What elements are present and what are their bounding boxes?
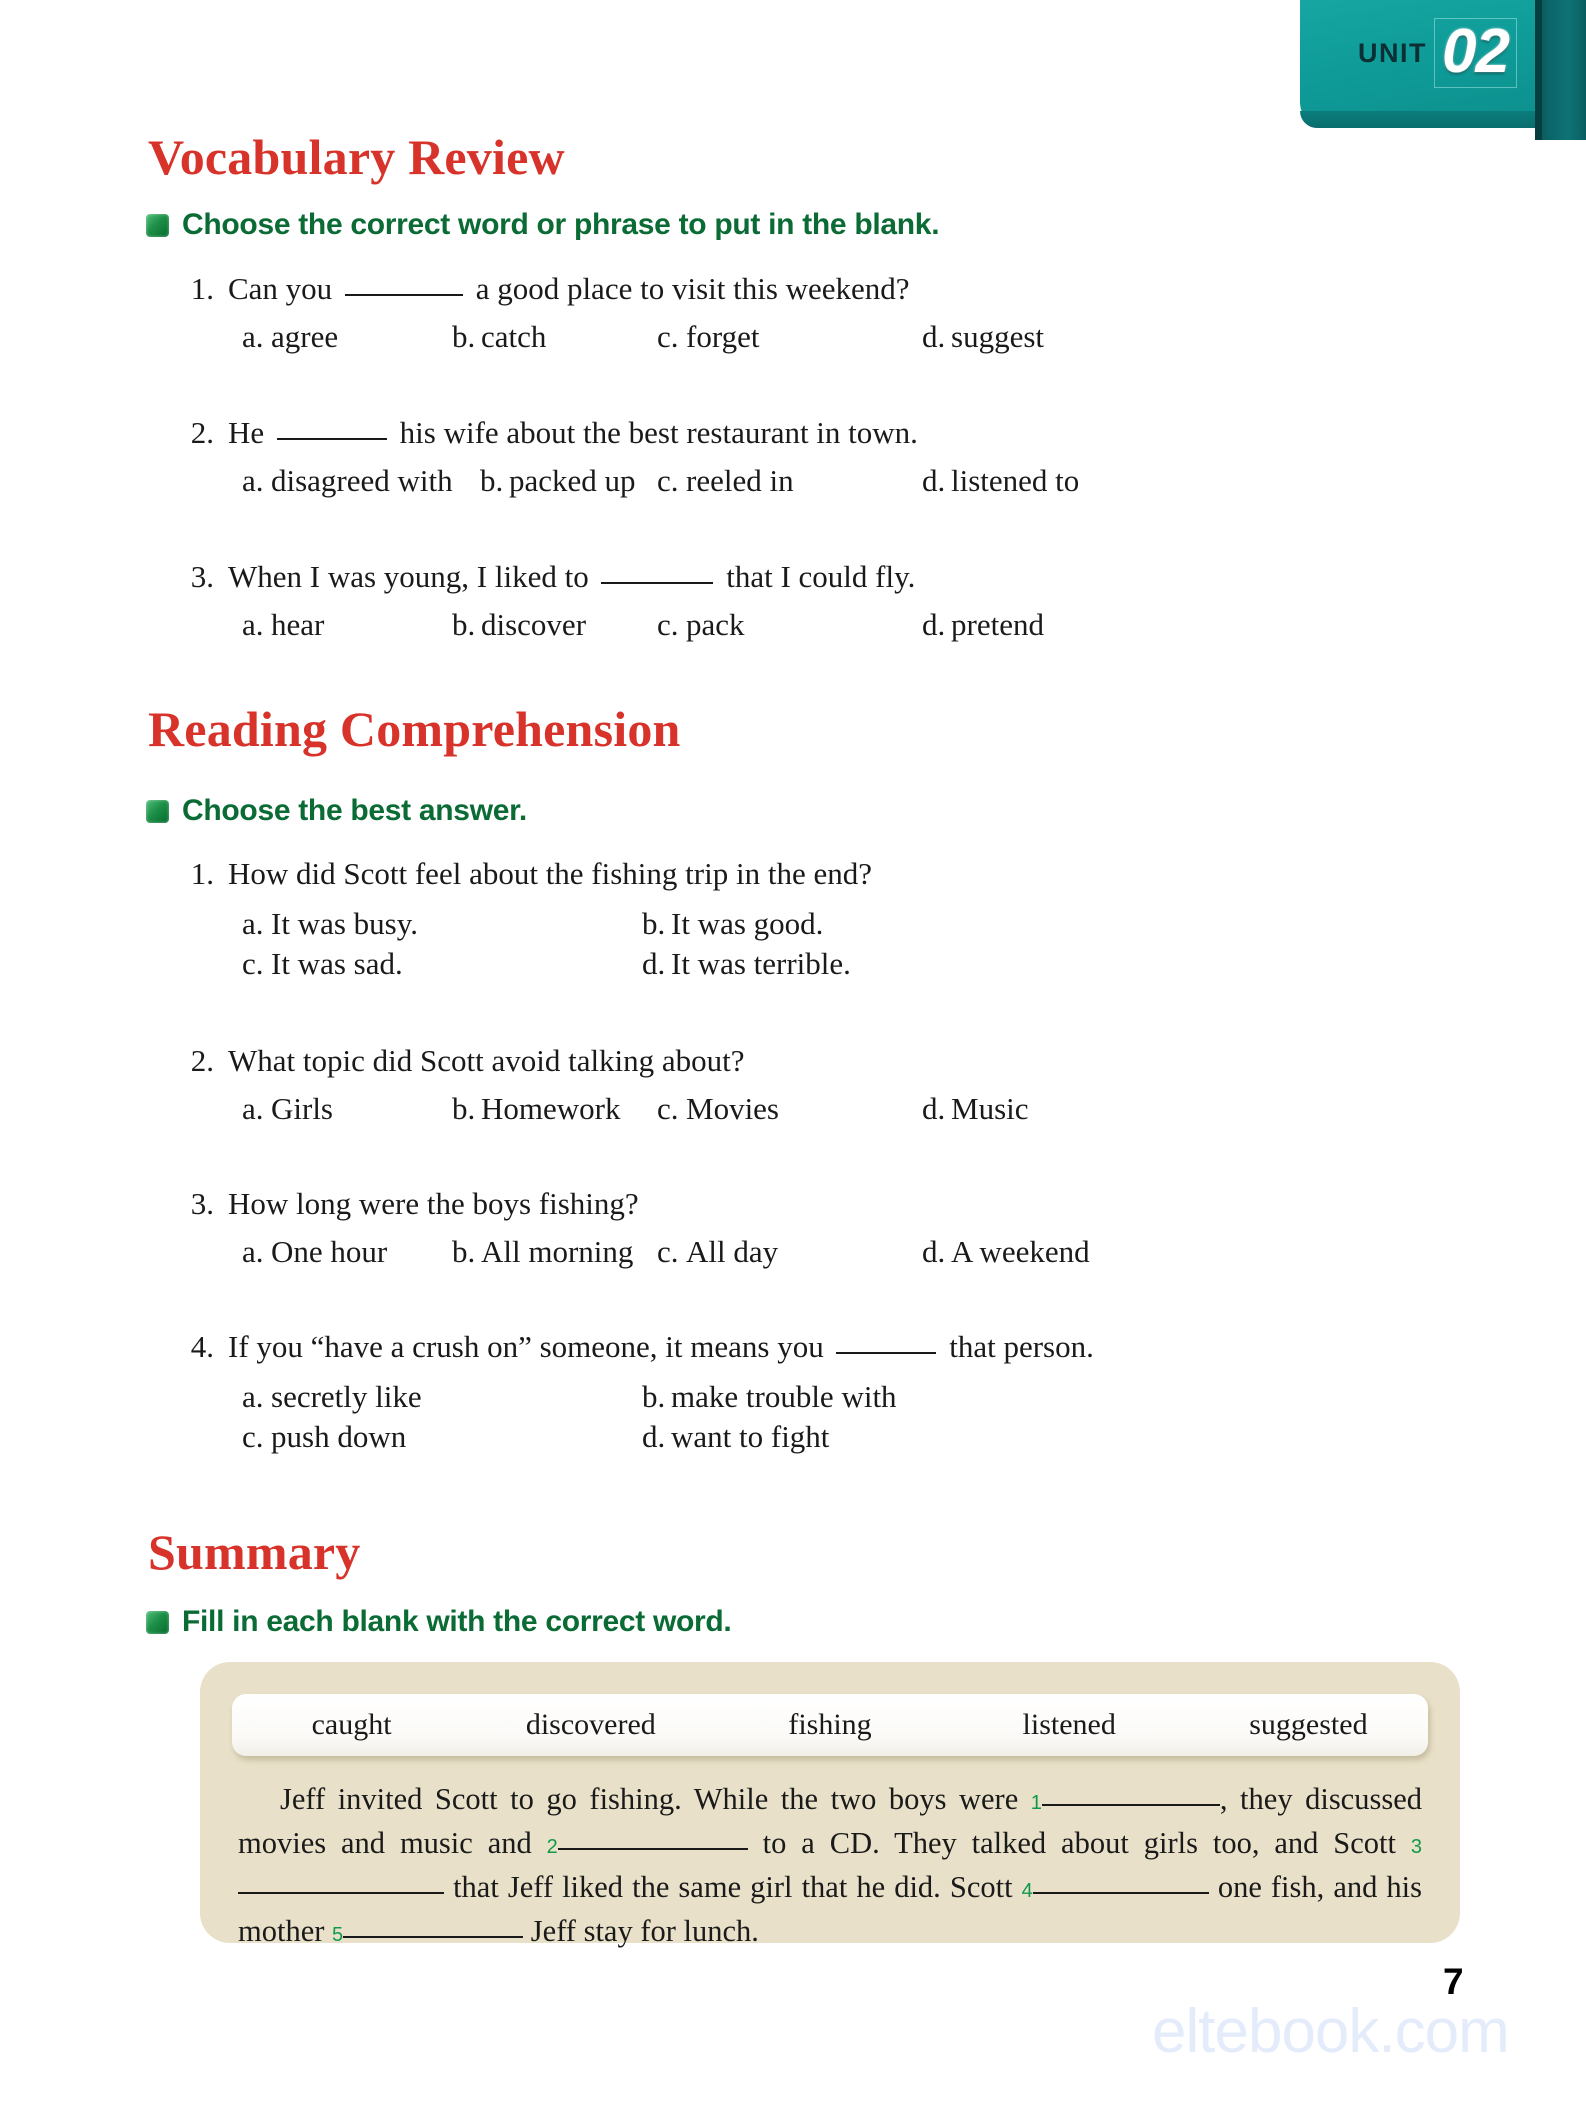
option-d-letter: d. <box>922 1091 946 1127</box>
option-c-text: push down <box>271 1418 407 1454</box>
word-bank-item-4[interactable]: listened <box>1022 1708 1116 1741</box>
option-c-letter: c. <box>657 1091 679 1127</box>
vocab-question-2-stem <box>186 414 1426 451</box>
watermark: eltebook.com <box>1152 1997 1509 2066</box>
option-b-text: packed up <box>509 463 636 499</box>
paragraph-text-2: , they discussed movies and music and <box>238 1782 1422 1860</box>
blank-number-3: 3 <box>1410 1835 1423 1858</box>
option-c-text: Movies <box>686 1091 779 1127</box>
summary-section-title: Summary <box>148 1524 361 1580</box>
option-c-letter: c. <box>242 1418 264 1454</box>
stem-after: a good place to visit this weekend? <box>475 271 910 306</box>
option-b-letter: b. <box>642 906 666 942</box>
option-d[interactable] <box>642 1417 829 1457</box>
option-d-text: listened to <box>951 463 1080 499</box>
vocab-question-1-stem <box>186 270 1426 307</box>
reading-question-1 <box>186 855 1426 984</box>
option-a[interactable] <box>242 319 452 355</box>
vocab-question-1-options <box>186 319 1426 355</box>
reading-question-4-number: 4. <box>190 1329 214 1364</box>
summary-paragraph <box>238 1778 1422 1954</box>
reading-question-3-stem <box>186 1185 1426 1222</box>
summary-panel <box>200 1662 1460 1948</box>
blank-number-5: 5 <box>332 1923 344 1946</box>
option-c-text: forget <box>686 319 760 355</box>
reading-instruction-row <box>146 794 527 828</box>
summary-blank-1[interactable] <box>1042 1804 1220 1806</box>
option-b[interactable] <box>452 607 657 643</box>
summary-blank-3[interactable] <box>238 1892 444 1894</box>
answer-blank[interactable] <box>277 438 387 440</box>
option-a-text: It was busy. <box>271 906 418 942</box>
unit-tab <box>1300 0 1535 128</box>
option-c[interactable] <box>657 1091 922 1127</box>
option-c-letter: c. <box>657 319 679 355</box>
word-bank-item-3[interactable]: fishing <box>788 1708 872 1741</box>
option-b[interactable] <box>642 1377 897 1417</box>
green-square-bullet-icon <box>146 1611 169 1634</box>
option-a-text: disagreed with <box>271 463 453 499</box>
option-b-letter: b. <box>452 319 476 355</box>
reading-question-2-number: 2. <box>190 1043 214 1078</box>
answer-blank[interactable] <box>601 582 713 584</box>
reading-instruction-text: Choose the best answer. <box>182 794 527 827</box>
option-b[interactable] <box>642 904 823 944</box>
unit-label: UNIT <box>1358 37 1428 68</box>
reading-question-2 <box>186 1042 1426 1127</box>
option-a-letter: a. <box>242 319 264 355</box>
paragraph-text-6: Jeff stay for lunch. <box>530 1913 759 1948</box>
stem-before: If you “have a crush on” someone, it means you <box>228 1329 824 1364</box>
option-d-text: want to fight <box>671 1418 830 1454</box>
stem-before: When I was young, I liked to <box>228 559 589 594</box>
option-b-letter: b. <box>642 1379 666 1415</box>
option-a[interactable] <box>242 1377 642 1417</box>
option-b-text: discover <box>481 607 587 643</box>
vocab-question-3-stem <box>186 558 1426 595</box>
option-c-letter: c. <box>657 1234 679 1270</box>
option-a-letter: a. <box>242 607 264 643</box>
option-d[interactable] <box>642 944 851 984</box>
answer-blank[interactable] <box>836 1352 936 1354</box>
option-c-text: It was sad. <box>271 945 403 981</box>
option-d[interactable] <box>922 1234 1090 1270</box>
option-a[interactable] <box>242 1234 452 1270</box>
option-c[interactable] <box>657 607 922 643</box>
reading-question-4-stem <box>186 1328 1426 1365</box>
page-edge-strip <box>1542 0 1586 140</box>
option-d[interactable] <box>922 463 1079 499</box>
option-row-1 <box>242 1377 1426 1417</box>
option-b-text: Homework <box>481 1091 621 1127</box>
green-square-bullet-icon <box>146 800 169 823</box>
option-a-text: Girls <box>271 1091 333 1127</box>
answer-blank[interactable] <box>345 294 463 296</box>
vocab-question-2-number: 2. <box>190 415 214 450</box>
option-a[interactable] <box>242 1091 452 1127</box>
option-d-letter: d. <box>922 607 946 643</box>
option-c-text: pack <box>686 607 745 643</box>
word-bank-item-2[interactable]: discovered <box>525 1708 656 1741</box>
reading-question-4-text <box>228 1328 1094 1365</box>
option-c-letter: c. <box>242 945 264 981</box>
page-number: 7 <box>1443 1961 1464 2002</box>
option-row-2 <box>242 944 1426 984</box>
option-c-letter: c. <box>657 463 679 499</box>
option-d-text: suggest <box>951 319 1044 355</box>
reading-question-4 <box>186 1328 1426 1457</box>
option-a-letter: a. <box>242 1379 264 1415</box>
summary-instruction-text: Fill in each blank with the correct word. <box>182 1605 732 1638</box>
option-b-letter: b. <box>452 607 476 643</box>
option-a-letter: a. <box>242 463 264 499</box>
reading-question-3-options <box>186 1234 1426 1270</box>
option-b-text: It was good. <box>671 906 824 942</box>
option-d-letter: d. <box>922 1234 946 1270</box>
option-d-letter: d. <box>642 1418 666 1454</box>
option-a[interactable] <box>242 904 642 944</box>
paragraph-text-3: to a CD. They talked about girls too, and Scott <box>762 1825 1396 1860</box>
option-b[interactable] <box>452 1234 657 1270</box>
unit-number: 02 <box>1442 17 1509 86</box>
option-b-text: All morning <box>481 1234 634 1270</box>
paragraph-text-5: one fish, and his mother <box>238 1869 1423 1948</box>
reading-question-3-number: 3. <box>190 1186 214 1221</box>
option-d[interactable] <box>922 607 1044 643</box>
summary-blank-4[interactable] <box>1033 1892 1209 1894</box>
option-row-1 <box>242 904 1426 944</box>
vocab-question-3-number: 3. <box>190 559 214 594</box>
option-d-text: It was terrible. <box>671 945 851 981</box>
reading-question-1-number: 1. <box>190 856 214 891</box>
option-a-text: hear <box>271 607 325 643</box>
stem-after: that person. <box>949 1329 1094 1364</box>
reading-question-1-stem <box>186 855 1426 892</box>
paragraph-text-4: that Jeff liked the same girl that he did. Scott <box>453 1869 1013 1904</box>
option-d[interactable] <box>922 1091 1029 1127</box>
stem-before: Can you <box>228 271 333 306</box>
option-c[interactable] <box>657 463 922 499</box>
vocab-question-3 <box>186 558 1426 643</box>
option-d-letter: d. <box>922 463 946 499</box>
reading-section-title: Reading Comprehension <box>148 701 681 757</box>
option-c[interactable] <box>242 944 642 984</box>
summary-blank-2[interactable] <box>558 1848 748 1850</box>
reading-question-3-text: How long were the boys fishing? <box>228 1186 639 1221</box>
summary-instruction-row <box>146 1605 731 1639</box>
reading-question-4-options <box>186 1377 1426 1456</box>
option-d-text: pretend <box>951 607 1044 643</box>
vocab-question-2-options <box>186 463 1426 499</box>
option-a-letter: a. <box>242 1234 264 1270</box>
option-b-letter: b. <box>452 1234 476 1270</box>
option-d-text: A weekend <box>951 1234 1090 1270</box>
vocab-question-2-text <box>228 414 918 451</box>
option-d-letter: d. <box>922 319 946 355</box>
word-bank <box>232 1694 1428 1756</box>
vocab-question-3-options <box>186 607 1426 643</box>
word-bank-item-5[interactable]: suggested <box>1249 1708 1368 1741</box>
option-row-2 <box>242 1417 1426 1457</box>
vocab-question-2 <box>186 414 1426 499</box>
vocab-question-1 <box>186 270 1426 355</box>
vocab-question-1-number: 1. <box>190 271 214 306</box>
stem-before: He <box>228 415 265 450</box>
option-d[interactable] <box>922 319 1044 355</box>
option-a-letter: a. <box>242 906 264 942</box>
blank-number-4: 4 <box>1021 1879 1033 1902</box>
option-b-text: catch <box>481 319 547 355</box>
option-c[interactable] <box>657 319 922 355</box>
reading-question-2-text: What topic did Scott avoid talking about? <box>228 1043 745 1078</box>
option-c-text: reeled in <box>686 463 794 499</box>
option-b-text: make trouble with <box>671 1379 897 1415</box>
stem-after: that I could fly. <box>726 559 916 594</box>
blank-number-1: 1 <box>1030 1792 1042 1814</box>
option-c-letter: c. <box>657 607 679 643</box>
reading-question-2-stem <box>186 1042 1426 1079</box>
option-a[interactable] <box>242 607 452 643</box>
option-a-text: agree <box>271 319 339 355</box>
option-c-text: All day <box>686 1234 779 1270</box>
vocabulary-instruction-row <box>146 208 939 242</box>
vocab-question-1-text <box>228 270 910 307</box>
green-square-bullet-icon <box>146 214 169 237</box>
stem-after: his wife about the best restaurant in town. <box>399 415 918 450</box>
word-bank-item-1[interactable]: caught <box>311 1708 392 1741</box>
page-edge-divider <box>1535 0 1542 140</box>
reading-question-3 <box>186 1185 1426 1270</box>
vocab-question-3-text <box>228 558 915 595</box>
blank-number-2: 2 <box>546 1835 558 1858</box>
reading-question-1-text: How did Scott feel about the fishing trip in the end? <box>228 856 872 891</box>
paragraph-text-1: Jeff invited Scott to go fishing. While the two boys were <box>280 1782 1019 1816</box>
vocabulary-section-title: Vocabulary Review <box>148 129 565 185</box>
option-d-letter: d. <box>642 945 666 981</box>
reading-question-1-options <box>186 904 1426 983</box>
option-d-text: Music <box>951 1091 1029 1127</box>
option-a-letter: a. <box>242 1091 264 1127</box>
option-c[interactable] <box>242 1417 642 1457</box>
option-b-letter: b. <box>480 463 504 499</box>
option-a-text: secretly like <box>271 1379 422 1415</box>
option-b[interactable] <box>480 463 657 499</box>
option-c[interactable] <box>657 1234 922 1270</box>
option-b[interactable] <box>452 319 657 355</box>
option-a-text: One hour <box>271 1234 388 1270</box>
option-b[interactable] <box>452 1091 657 1127</box>
unit-number-box <box>1434 18 1517 88</box>
option-a[interactable] <box>242 463 480 499</box>
option-b-letter: b. <box>452 1091 476 1127</box>
vocabulary-instruction-text: Choose the correct word or phrase to put in the blank. <box>182 208 940 241</box>
summary-blank-5[interactable] <box>343 1936 523 1938</box>
reading-question-2-options <box>186 1091 1426 1127</box>
